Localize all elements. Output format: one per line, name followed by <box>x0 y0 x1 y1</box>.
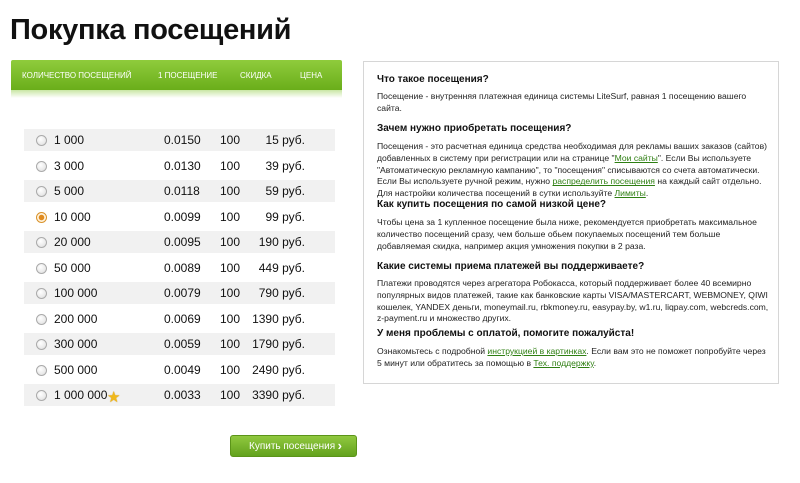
tech-support-link[interactable]: Тех. поддержку <box>533 357 594 368</box>
package-discount: 100 <box>220 260 241 275</box>
package-radio[interactable] <box>36 339 47 350</box>
package-discount: 100 <box>220 311 241 326</box>
package-row[interactable] <box>24 384 335 406</box>
chevron-right-icon: › <box>337 438 342 453</box>
package-count: 1 000 000 <box>54 388 108 402</box>
table-header <box>11 60 342 90</box>
package-discount: 100 <box>220 337 241 351</box>
faq-answer-1: Посещение - внутренняя платежная единица системы LiteSurf, равная 1 посещению вашего сайта. <box>377 91 747 113</box>
package-discount: 100 <box>220 184 241 198</box>
package-radio[interactable] <box>36 263 47 274</box>
package-radio[interactable] <box>36 186 47 197</box>
my-sites-link[interactable]: Мои сайты <box>614 152 658 163</box>
buy-visits-button[interactable] <box>230 435 357 457</box>
package-radio[interactable] <box>36 314 47 325</box>
page-title: Покупка посещений <box>10 14 292 46</box>
package-cost: 1790 руб. <box>252 337 305 351</box>
package-unit-price: 0.0049 <box>164 362 201 377</box>
package-unit-price: 0.0095 <box>164 235 201 249</box>
package-count: 1 000 <box>54 133 85 147</box>
package-cost: 3390 руб. <box>252 388 305 402</box>
faq-answer-5-text: . Если вам это не поможет попробуйте через 5 минут или обратитесь за помощью в <box>377 346 766 368</box>
package-unit-price: 0.0118 <box>164 184 200 198</box>
package-row[interactable] <box>24 206 335 228</box>
package-unit-price: 0.0059 <box>164 337 201 351</box>
package-discount: 100 <box>220 362 241 377</box>
package-count: 3 000 <box>54 158 85 173</box>
package-row[interactable] <box>24 257 335 279</box>
header-price: 1 ПОСЕЩЕНИЕ <box>158 71 218 80</box>
buy-button-label: Купить посещения <box>249 441 336 452</box>
star-icon: ★ <box>107 389 121 406</box>
package-count: 500 000 <box>54 362 98 377</box>
package-row[interactable] <box>24 155 335 177</box>
package-discount: 100 <box>220 209 241 224</box>
package-radio[interactable] <box>36 288 47 299</box>
package-row[interactable] <box>24 359 335 381</box>
package-unit-price: 0.0079 <box>164 286 201 300</box>
package-count: 200 000 <box>54 311 98 326</box>
package-cost: 449 руб. <box>258 260 305 275</box>
package-cost: 190 руб. <box>258 235 305 249</box>
package-row[interactable] <box>24 231 335 253</box>
faq-answer-2-text: . <box>645 188 649 199</box>
package-cost: 99 руб. <box>265 209 305 224</box>
faq-question-4: Какие системы приема платежей вы поддерживаете? <box>377 261 645 272</box>
package-row[interactable] <box>24 308 335 330</box>
faq-question-3: Как купить посещения по самой низкой цене? <box>377 199 607 210</box>
package-discount: 100 <box>220 133 241 147</box>
instructions-link[interactable]: инструкцией в картинках <box>487 346 587 356</box>
faq-answer-2-text: ". Если Вы используете "Автоматическую рекламную кампанию", то "посещения" списываются со счета автоматически. Если Вы используете ручной режим, нужно <box>377 152 760 187</box>
faq-question-5: У меня проблемы с оплатой, помогите пожалуйста! <box>377 328 635 339</box>
package-count: 5 000 <box>54 184 85 198</box>
faq-panel <box>363 61 779 384</box>
package-radio[interactable] <box>36 161 47 172</box>
faq-answer-2 <box>377 141 769 200</box>
package-count: 20 000 <box>54 235 91 249</box>
package-radio[interactable] <box>36 237 47 248</box>
header-discount: СКИДКА <box>240 71 272 80</box>
package-row[interactable] <box>24 180 335 202</box>
header-cost: ЦЕНА <box>300 71 323 80</box>
package-unit-price: 0.0099 <box>164 209 201 224</box>
faq-answer-2-text: Посещения - это расчетная единица средства необходимая для рекламы ваших заказов (сайтов) добавленных в систему при регистрации или на странице " <box>377 141 768 163</box>
faq-answer-3: Чтобы цена за 1 купленное посещение была ниже, рекомендуется приобретать максимальное количество посещений сразу, чем больше обьем покупаемых посещений тем больше добавляемая скидка, например акция умножения покупки в 2 раза. <box>377 217 757 251</box>
faq-question-2: Зачем нужно приобретать посещения? <box>377 123 572 134</box>
limits-link[interactable]: Лимиты <box>614 188 646 199</box>
package-cost: 2490 руб. <box>252 362 305 377</box>
faq-question-1: Что такое посещения? <box>377 74 489 85</box>
package-discount: 100 <box>220 158 241 173</box>
faq-answer-5 <box>377 346 769 370</box>
package-row[interactable] <box>24 129 335 151</box>
package-cost: 15 руб. <box>265 133 305 147</box>
package-row[interactable] <box>24 282 335 304</box>
faq-answer-4: Платежи проводятся через агрегатора Робокасса, который поддерживает более 40 всемирно популярных видов платежей, такие как банковские карты VISA/MASTERCART, WEBMONEY, QIWI кошелек, YANDEX деньги, moneymail.ru, rbkmoney.ru, easypay.by, w1.ru, liqpay.com, webcreds.com, z-payment.ru и множество других. <box>377 278 769 324</box>
package-row[interactable] <box>24 333 335 355</box>
package-discount: 100 <box>220 235 241 249</box>
package-radio[interactable] <box>36 365 47 376</box>
package-count: 100 000 <box>54 286 98 300</box>
package-unit-price: 0.0033 <box>164 388 201 402</box>
package-cost: 59 руб. <box>265 184 305 198</box>
package-radio[interactable] <box>36 135 47 146</box>
package-discount: 100 <box>220 286 241 300</box>
package-cost: 1390 руб. <box>252 311 305 326</box>
package-count: 300 000 <box>54 337 98 351</box>
faq-answer-5-text: Ознакомьтесь с подробной <box>377 346 488 356</box>
package-count: 10 000 <box>54 209 91 224</box>
package-unit-price: 0.0150 <box>164 133 201 147</box>
faq-answer-2-text: на каждый сайт отдельно. Для настройки количества посещений в сутки используйте <box>377 176 762 199</box>
package-discount: 100 <box>220 388 241 402</box>
package-cost: 39 руб. <box>265 158 305 173</box>
distribute-visits-link[interactable]: распределить посещения <box>552 176 655 187</box>
package-radio[interactable] <box>36 212 47 223</box>
package-unit-price: 0.0130 <box>164 158 201 173</box>
package-unit-price: 0.0069 <box>164 311 201 326</box>
package-radio[interactable] <box>36 390 47 401</box>
package-unit-price: 0.0089 <box>164 260 201 275</box>
header-count: КОЛИЧЕСТВО ПОСЕЩЕНИЙ <box>22 71 132 80</box>
faq-answer-5-text: . <box>593 357 597 368</box>
package-cost: 790 руб. <box>258 286 305 300</box>
package-count: 50 000 <box>54 260 91 275</box>
